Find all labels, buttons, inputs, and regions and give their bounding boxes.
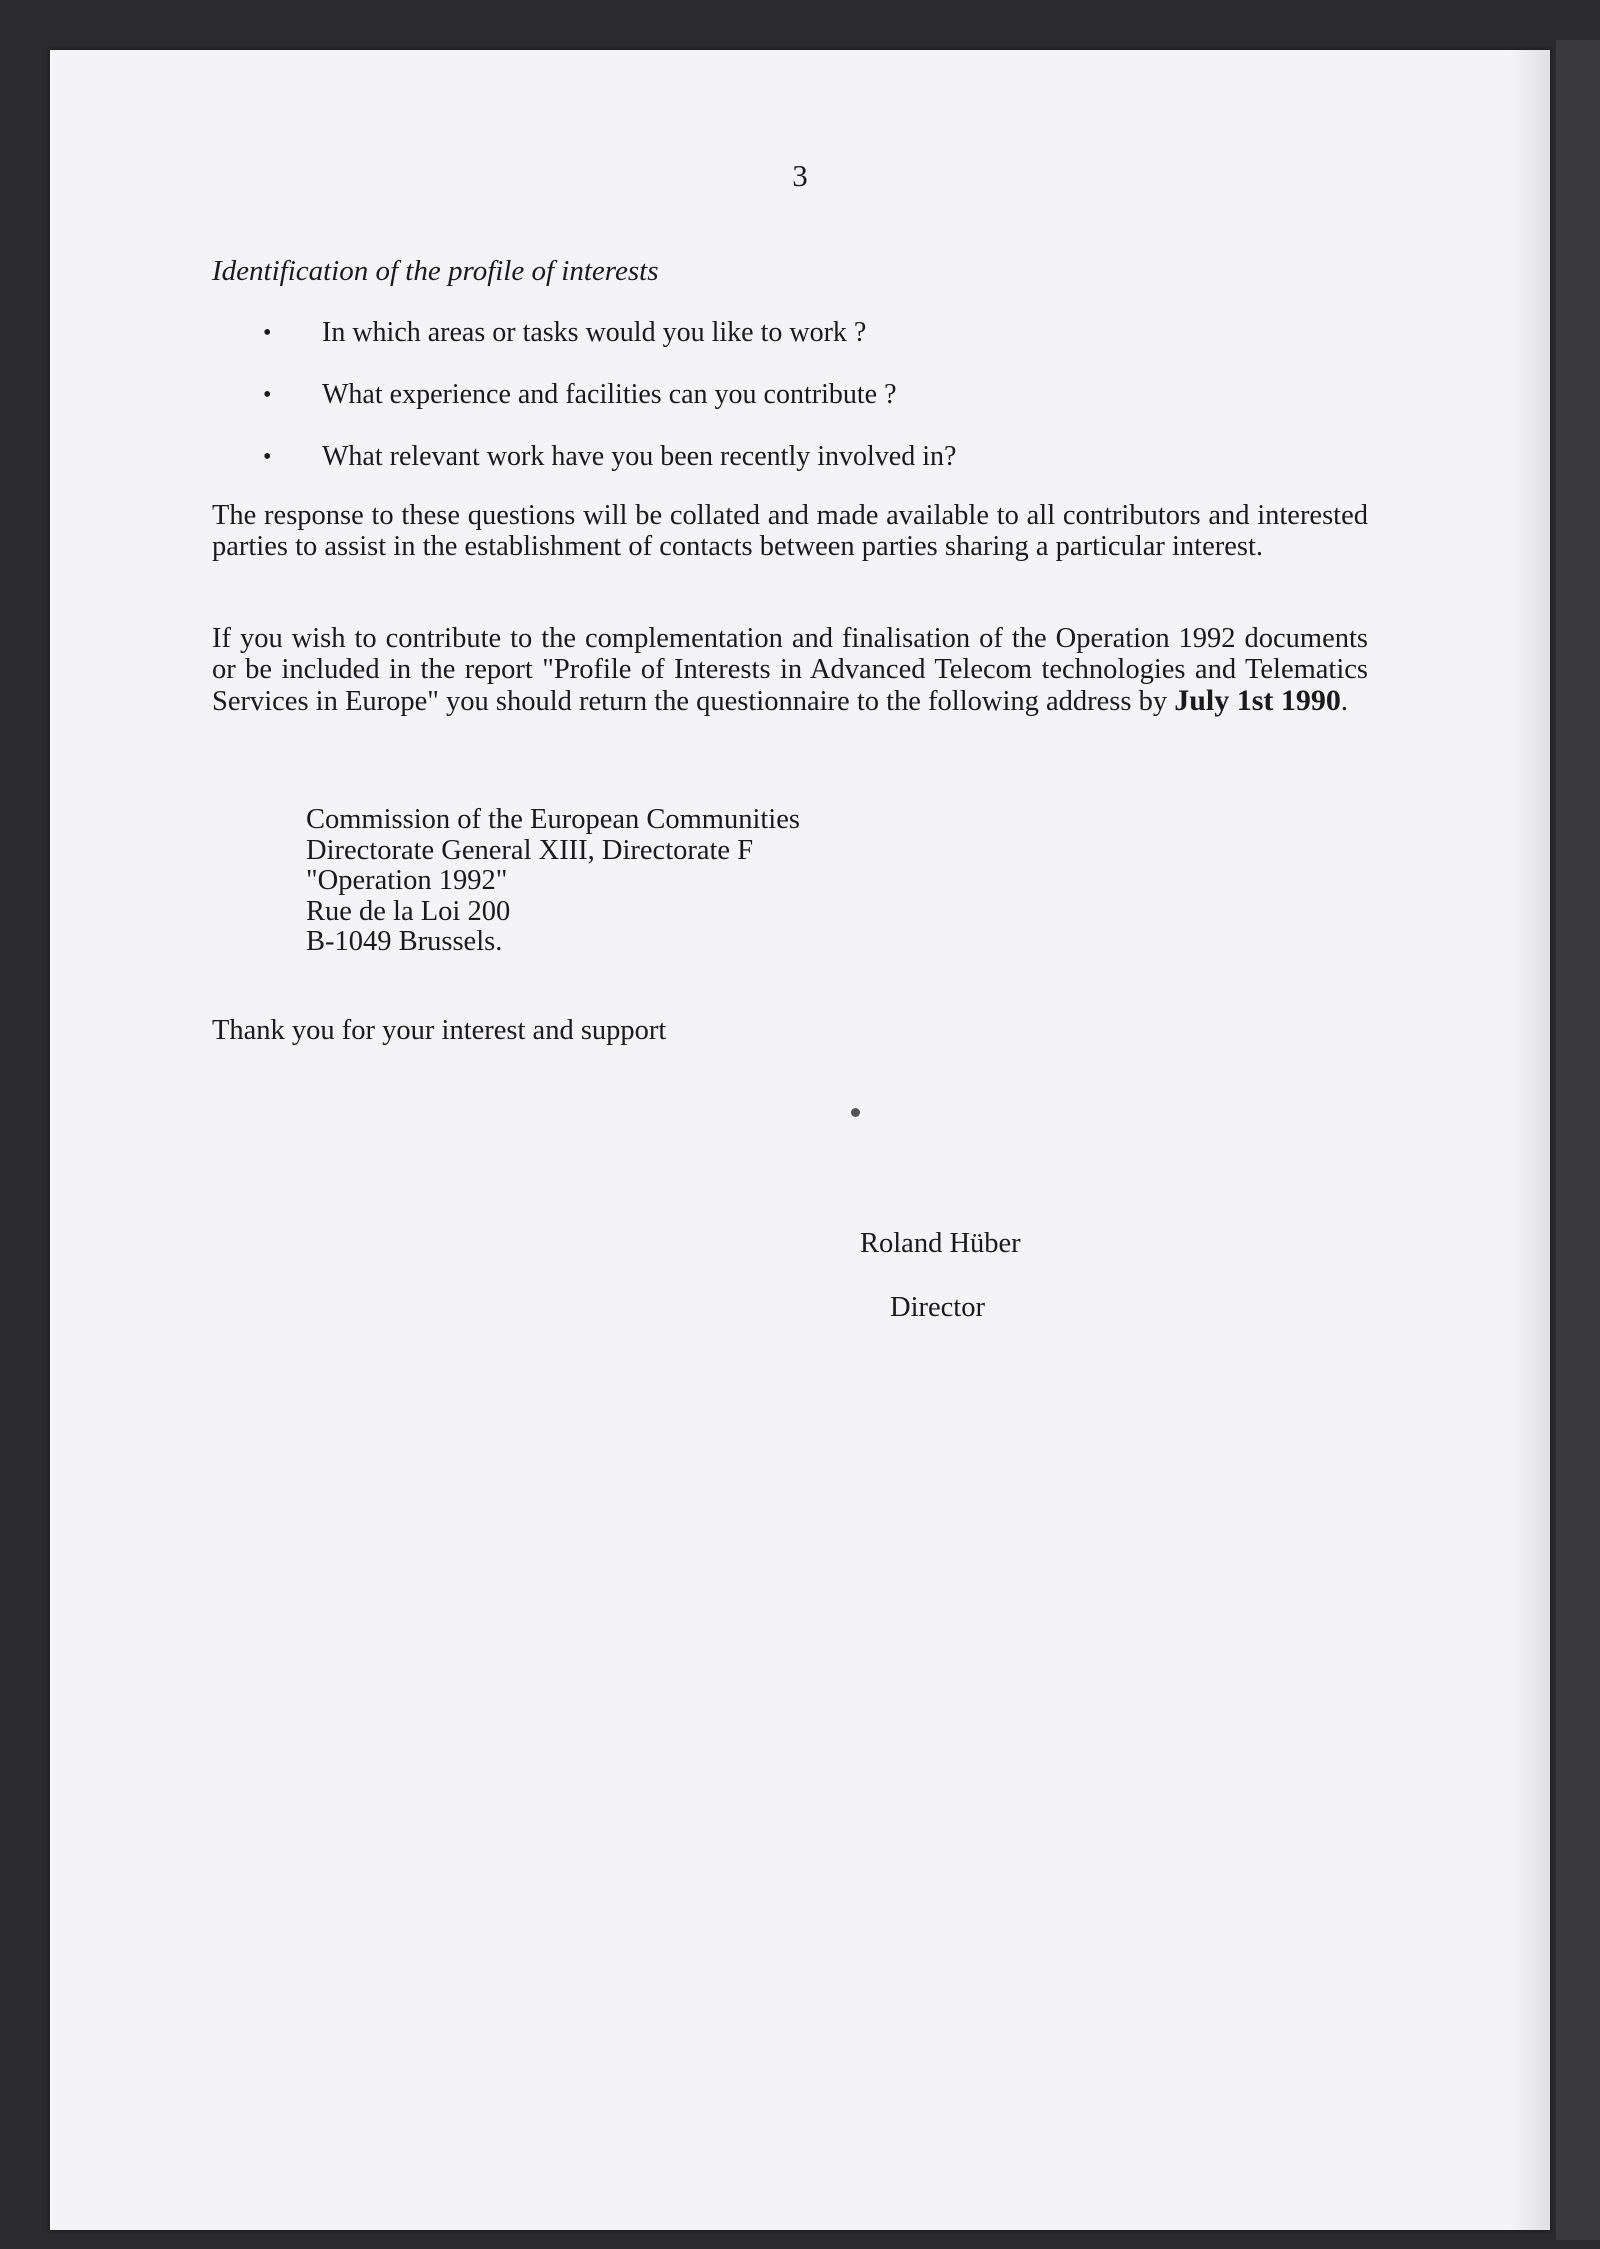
address-line: B-1049 Brussels. [306,926,503,957]
bullet-icon: • [263,444,272,470]
list-item-text: What experience and facilities can you contribute ? [322,379,897,410]
page-number: 3 [792,158,808,193]
bullet-icon: • [263,382,272,408]
ink-dot [851,1108,860,1117]
address-line: Commission of the European Communities [306,804,800,835]
signatory-name: Roland Hüber [860,1228,1021,1259]
list-item [260,375,956,437]
list-item-text: In which areas or tasks would you like to work ? [322,317,867,348]
list-item-text: What relevant work have you been recently involved in? [322,441,957,472]
address-line: "Operation 1992" [306,865,508,896]
list-item [260,437,956,499]
bullet-icon: • [263,320,272,346]
return-paragraph-end: . [1340,686,1349,717]
question-list [260,313,956,499]
address-line: Directorate General XIII, Directorate F [306,834,754,866]
page-edge [1556,40,1600,2240]
deadline-date: July 1st 1990 [1174,684,1341,717]
thanks-line: Thank you for your interest and support [212,1015,667,1046]
address-line: Rue de la Loi 200 [306,895,511,927]
list-item [260,313,956,375]
return-paragraph [212,623,1368,717]
postal-address [306,805,800,958]
signatory-title: Director [890,1292,985,1323]
response-paragraph: The response to these questions will be collated and made available to all contributors and interested parties to assist in the establishment of contacts between parties sharing a particular interest. [212,500,1368,562]
section-heading: Identification of the profile of interests [212,255,659,287]
return-paragraph-text: If you wish to contribute to the complementation and finalisation of the Operation 1992 documents or be included in the report "Profile of Interests in Advanced Telecom technologies and Telematics Services in Europe" you should return the questionnaire to the following address by [212,623,1368,717]
